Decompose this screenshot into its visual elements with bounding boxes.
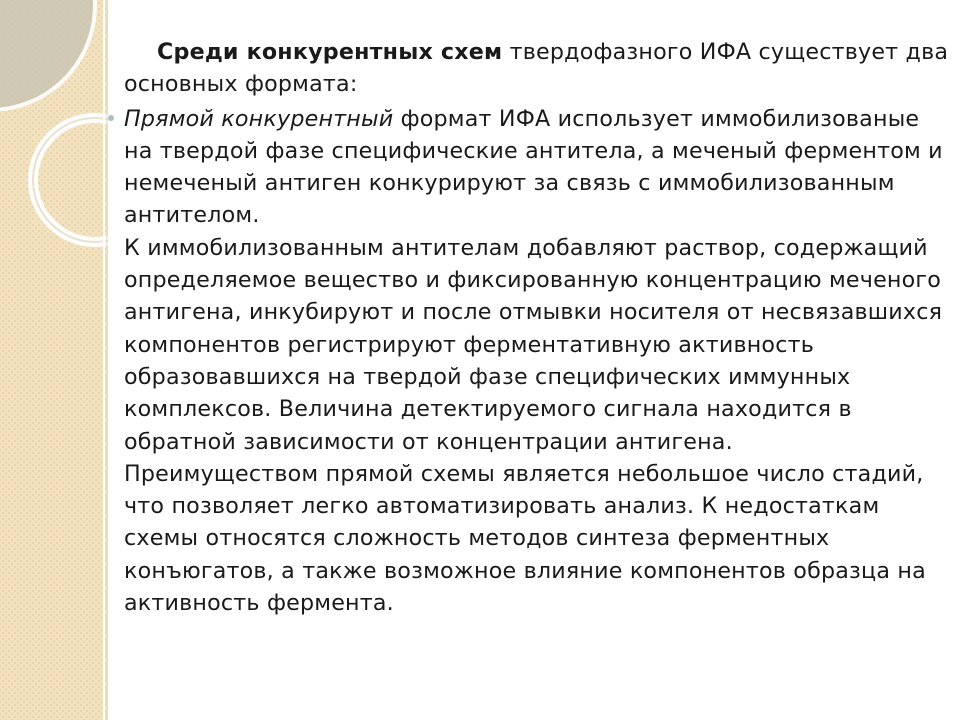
bullet-paragraph-1: [124, 103, 954, 232]
bullet-paragraph-3: Преимуществом прямой схемы является небольшое число стадий, что позволяет легко автоматизировать анализ. К недостаткам схемы относятся сложность методов синтеза ферментных конъюгатов, а также возможное влияние компонентов образца на активность фермента.: [124, 460, 926, 617]
decorative-circles-graphic: [0, 0, 108, 720]
format-name-italic: Прямой конкурентный: [124, 105, 394, 132]
bullet-icon: [108, 115, 114, 121]
slide-body: [124, 36, 954, 619]
intro-text: твердофазного ИФА существует два основных формата:: [124, 39, 949, 98]
intro-paragraph: [124, 36, 954, 101]
bullet-item: [124, 103, 954, 620]
intro-bold-text: Среди конкурентных схем: [157, 39, 503, 65]
bullet-paragraph-2: К иммобилизованным антителам добавляют раствор, содержащий определяемое вещество и фиксированную концентрацию меченого антигена, инкубируют и после отмывки носителя от несвязавшихся компонентов регистрируют ферментативную активность образовавшихся на твердой фазе специфических иммунных комплексов. Величина детектируемого сигнала находится в обратной зависимости от концентрации антигена.: [124, 234, 943, 455]
bullet-text-1: формат ИФА использует иммобилизованые на твердой фазе специфические антитела, а меченый ферментом и немеченый антиген конкурируют за связь с иммобилизованным антителом.: [124, 105, 943, 229]
